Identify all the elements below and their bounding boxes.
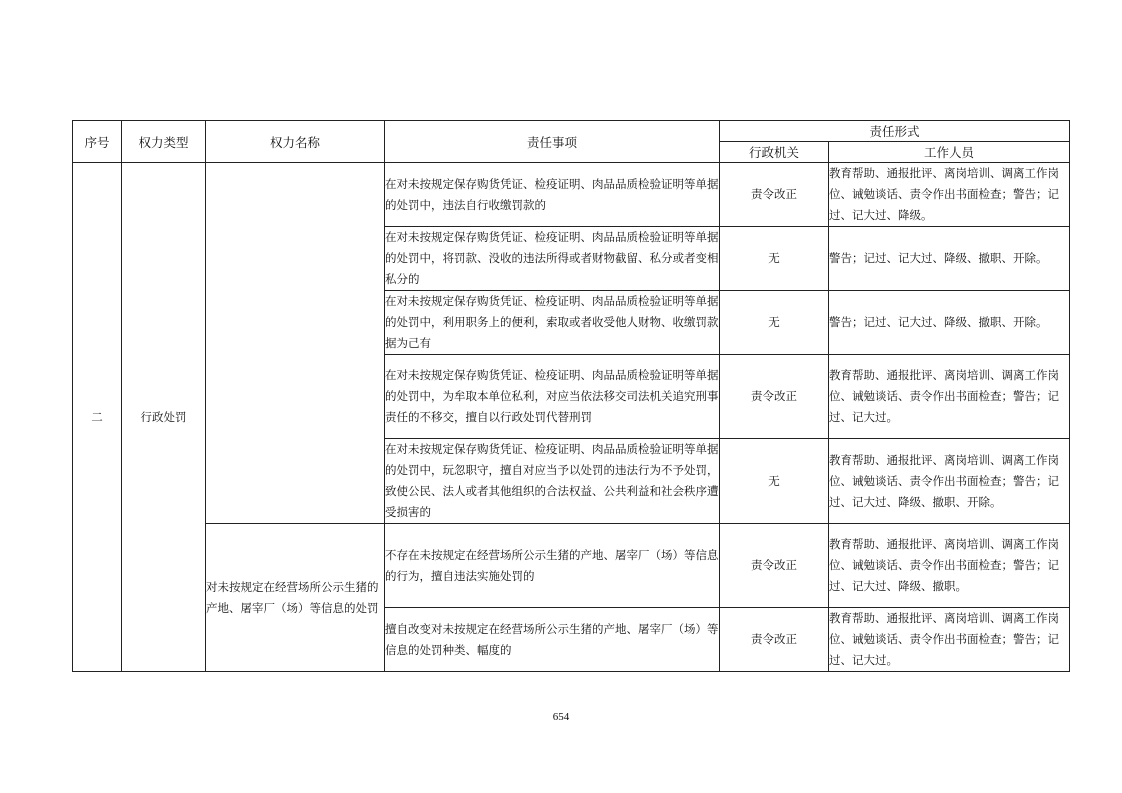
duty-item-cell: 擅自改变对未按规定在经营场所公示生猪的产地、屠宰厂（场）等信息的处罚种类、幅度的: [385, 608, 720, 672]
staff-cell: 教育帮助、通报批评、离岗培训、调离工作岗位、诫勉谈话、责令作出书面检查；警告；记过、记大过、降级。: [829, 163, 1070, 227]
admin-organ-cell: 责令改正: [720, 163, 829, 227]
page-number: 654: [552, 711, 570, 723]
header-duty-form: 责任形式: [720, 121, 1070, 142]
admin-organ-cell: 无: [720, 439, 829, 524]
header-admin-organ: 行政机关: [720, 142, 829, 163]
group-seq: 二: [73, 163, 122, 672]
duty-item-cell: 在对未按规定保存购货凭证、检疫证明、肉品品质检验证明等单据的处罚中，为牟取本单位私利，对应当依法移交司法机关追究刑事责任的不移交，擅自以行政处罚代替刑罚: [385, 355, 720, 439]
duty-item-cell: 在对未按规定保存购货凭证、检疫证明、肉品品质检验证明等单据的处罚中，将罚款、没收的违法所得或者财物截留、私分或者变相私分的: [385, 227, 720, 291]
header-seq: 序号: [73, 121, 122, 163]
admin-organ-cell: 无: [720, 227, 829, 291]
staff-cell: 教育帮助、通报批评、离岗培训、调离工作岗位、诫勉谈话、责令作出书面检查；警告；记过、记大过。: [829, 355, 1070, 439]
staff-cell: 警告；记过、记大过、降级、撤职、开除。: [829, 291, 1070, 355]
group-power-type: 行政处罚: [122, 163, 206, 672]
staff-cell: 警告；记过、记大过、降级、撤职、开除。: [829, 227, 1070, 291]
table-row: [73, 524, 1070, 608]
admin-organ-cell: 责令改正: [720, 524, 829, 608]
header-staff: 工作人员: [829, 142, 1070, 163]
group-power-name-2: 对未按规定在经营场所公示生猪的产地、屠宰厂（场）等信息的处罚: [206, 524, 385, 672]
staff-cell: 教育帮助、通报批评、离岗培训、调离工作岗位、诫勉谈话、责令作出书面检查；警告；记过、记大过、降级、撤职。: [829, 524, 1070, 608]
header-duty-item: 责任事项: [385, 121, 720, 163]
header-power-type: 权力类型: [122, 121, 206, 163]
staff-cell: 教育帮助、通报批评、离岗培训、调离工作岗位、诫勉谈话、责令作出书面检查；警告；记过、记大过。: [829, 608, 1070, 672]
group-power-name-1: [206, 163, 385, 524]
admin-organ-cell: 责令改正: [720, 608, 829, 672]
admin-organ-cell: 无: [720, 291, 829, 355]
duty-item-cell: 在对未按规定保存购货凭证、检疫证明、肉品品质检验证明等单据的处罚中，利用职务上的便利，索取或者收受他人财物、收缴罚款据为己有: [385, 291, 720, 355]
duty-item-cell: 不存在未按规定在经营场所公示生猪的产地、屠宰厂（场）等信息的行为，擅自违法实施处罚的: [385, 524, 720, 608]
duty-item-cell: 在对未按规定保存购货凭证、检疫证明、肉品品质检验证明等单据的处罚中，违法自行收缴罚款的: [385, 163, 720, 227]
header-row-1: [73, 121, 1070, 142]
header-power-name: 权力名称: [206, 121, 385, 163]
admin-organ-cell: 责令改正: [720, 355, 829, 439]
staff-cell: 教育帮助、通报批评、离岗培训、调离工作岗位、诫勉谈话、责令作出书面检查；警告；记过、记大过、降级、撤职、开除。: [829, 439, 1070, 524]
duty-item-cell: 在对未按规定保存购货凭证、检疫证明、肉品品质检验证明等单据的处罚中，玩忽职守，擅自对应当予以处罚的违法行为不予处罚，致使公民、法人或者其他组织的合法权益、公共利益和社会秩序遭受损害的: [385, 439, 720, 524]
responsibility-table: [72, 120, 1070, 672]
table-row: [73, 163, 1070, 227]
